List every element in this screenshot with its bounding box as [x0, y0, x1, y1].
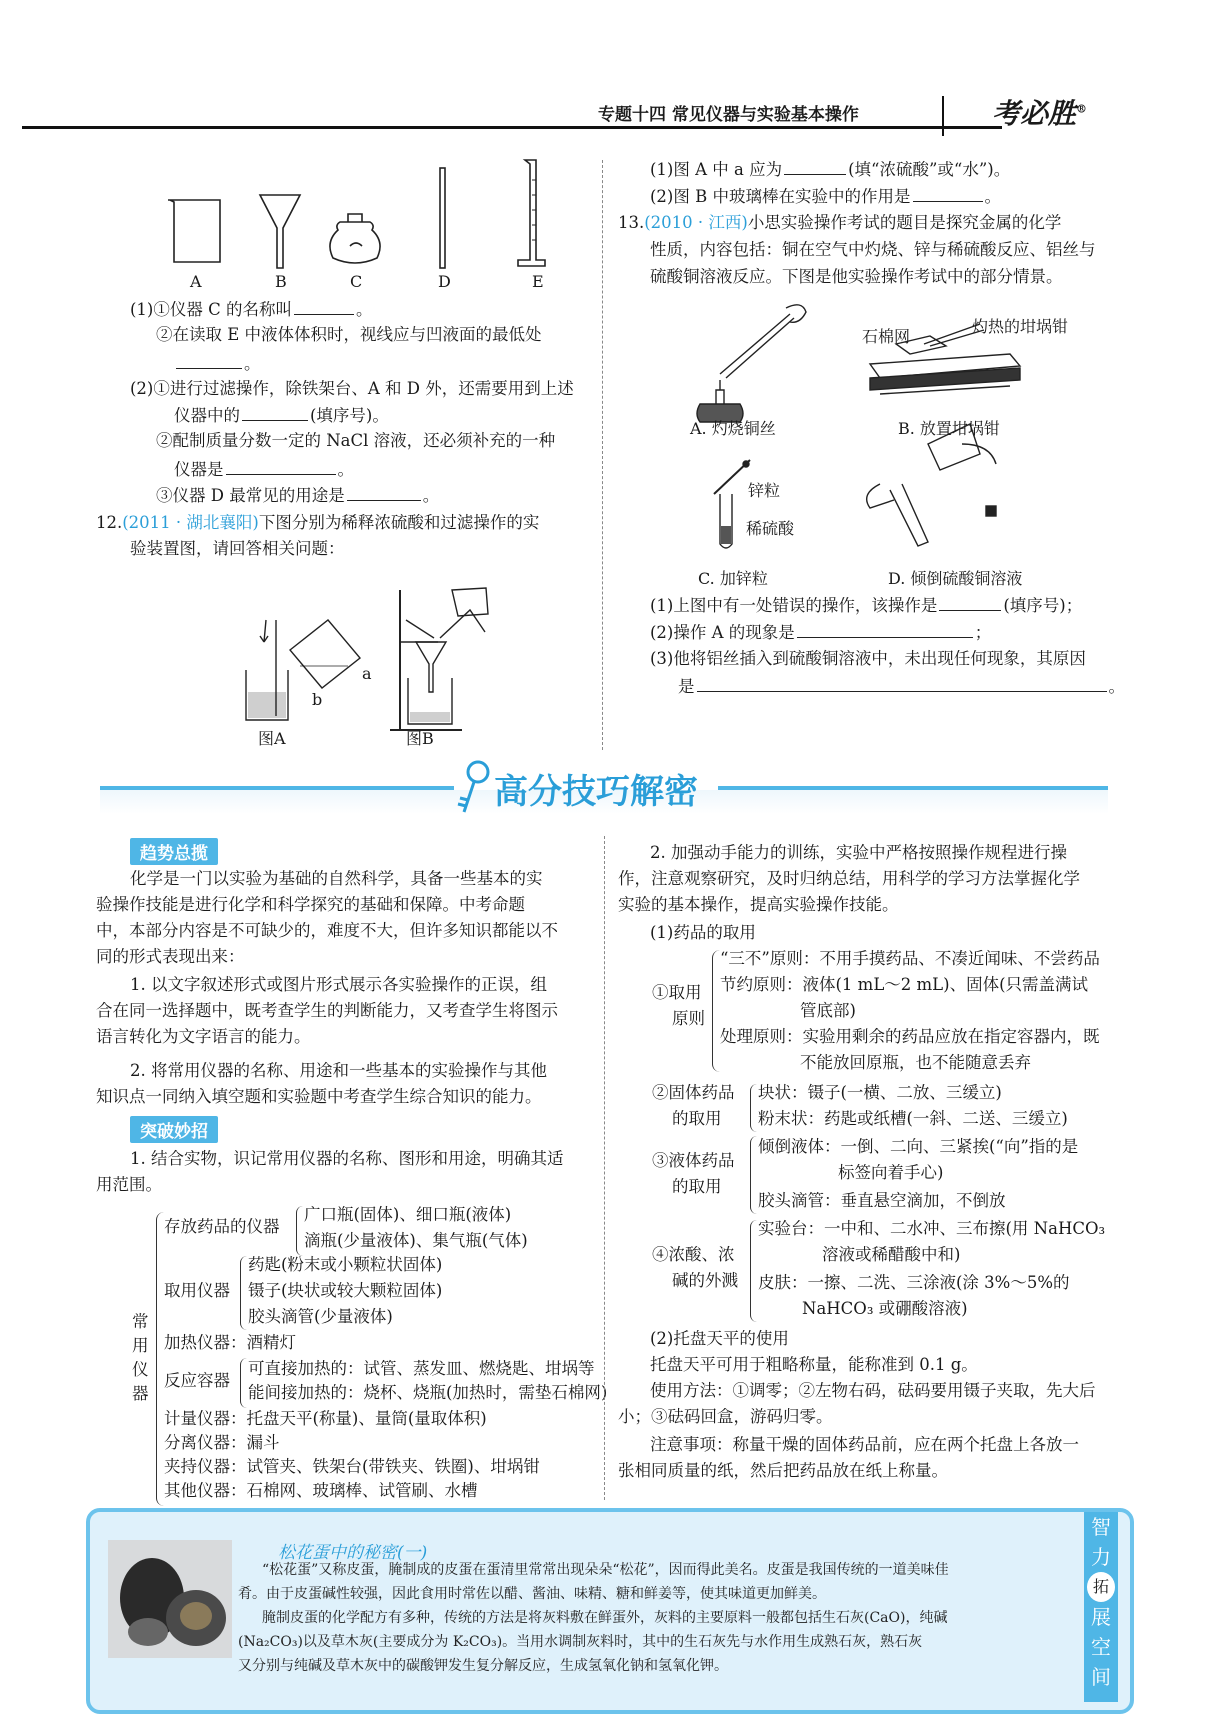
r2-a2a: 皮肤：一擦、二洗、三涂液(涂 3%～5%的 [758, 1273, 1070, 1292]
beaker-icon [168, 200, 220, 262]
column-divider [602, 160, 603, 750]
q11-part2b-2: 仪器是 。 [174, 456, 354, 483]
box-text-3: 腌制皮蛋的化学配方有多种，传统的方法是将灰料敷在鲜蛋外，灰料的主要原料一般都包括生石灰(CaO)，纯碱 [262, 1610, 948, 1626]
q13-sub3-1: (3)他将铝丝插入到硫酸铜溶液中，未出现任何现象，其原因 [650, 649, 1086, 668]
answer-blank[interactable] [797, 619, 973, 638]
r2-b1: 托盘天平可用于粗略称量，能称准到 0.1 g。 [650, 1355, 978, 1374]
r2-b5: 张相同质量的纸，然后把药品放在纸上称量。 [618, 1461, 948, 1480]
answer-blank[interactable] [939, 592, 1001, 611]
tree-measure: 计量仪器：托盘天平(称量)、量筒(量取体积) [164, 1409, 487, 1428]
r2-brace-solid [750, 1084, 757, 1132]
r2-principle-label1: ①取用 [652, 983, 702, 1002]
tree-store2: 滴瓶(少量液体)、集气瓶(气体) [304, 1231, 528, 1250]
side-char: 展 [1091, 1605, 1111, 1629]
q13-line1: 13.(2010 · 江西)小思实验操作考试的题目是探究金属的化学 [618, 213, 1062, 232]
caption-c: C. 加锌粒 [698, 569, 768, 588]
banner-title: 高分技巧解密 [494, 772, 698, 812]
caption-d: D. 倾倒硫酸铜溶液 [888, 569, 1023, 588]
r2-l1: 2. 加强动手能力的训练，实验中严格按照操作规程进行操 [650, 843, 1067, 862]
instrument-label-a: A [190, 272, 202, 291]
side-char: 空 [1091, 1635, 1111, 1659]
r2-p1: “三不”原则：不用手摸药品、不凑近闻味、不尝药品 [720, 949, 1100, 968]
r2-h1: (1)药品的取用 [650, 923, 756, 942]
glass-rod-icon [440, 168, 445, 268]
q12-sub2: (2)图 B 中玻璃棒在实验中的作用是 。 [650, 183, 1001, 210]
q13-sub2: (2)操作 A 的现象是 ； [650, 619, 991, 646]
caption-a: A. 灼烧铜丝 [690, 419, 776, 438]
tree-react1: 可直接加热的：试管、蒸发皿、燃烧匙、坩埚等 [248, 1359, 595, 1378]
q13-line2: 性质，内容包括：铜在空气中灼烧、锌与稀硫酸反应、铝丝与 [650, 240, 1096, 259]
instrument-label-d: D [438, 272, 451, 291]
side-label-column [1084, 1512, 1118, 1702]
page-topic: 专题十四 常见仪器与实验基本操作 [598, 105, 859, 125]
q13-sub1: (1)上图中有一处错误的操作，该操作是 (填序号)； [650, 592, 1082, 619]
q11-part2b-1: ②配制质量分数一定的 NaCl 溶液，还必须补充的一种 [156, 431, 556, 450]
lbl-dilute-acid: 稀硫酸 [746, 519, 795, 538]
header-divider [942, 96, 944, 136]
lbl-hot-crucible-tongs: 灼热的坩埚钳 [972, 317, 1069, 336]
funnel-icon [260, 195, 300, 268]
answer-blank[interactable] [294, 296, 354, 315]
r2-solid-label2: 的取用 [672, 1109, 722, 1128]
r2-lq2: 胶头滴管：垂直悬空滴加，不倒放 [758, 1191, 1006, 1210]
trend-l8: 2. 将常用仪器的名称、用途和一些基本的实验操作与其他 [130, 1061, 547, 1080]
side-char: 拓 [1087, 1572, 1115, 1602]
break-l1: 1. 结合实物，识记常用仪器的名称、图形和用途，明确其适 [130, 1149, 564, 1168]
r2-acid-label2: 碱的外溅 [672, 1271, 738, 1290]
r2-b3: 小；③砝码回盒，游码归零。 [618, 1407, 833, 1426]
caption-b: B. 放置坩埚钳 [898, 419, 1000, 438]
r2-principle-label2: 原则 [672, 1009, 705, 1028]
trend-l5: 1. 以文字叙述形式或图片形式展示各实验操作的正误，组 [130, 975, 547, 994]
tree-brace-react [240, 1358, 247, 1408]
side-char: 力 [1091, 1545, 1111, 1569]
tree-store: 存放药品的仪器 [164, 1217, 280, 1236]
tree-store1: 广口瓶(固体)、细口瓶(液体) [304, 1205, 512, 1224]
tree-brace-store [296, 1206, 303, 1256]
r2-a2b: NaHCO₃ 或硼酸溶液) [802, 1299, 968, 1318]
r2-lq1b: 标签向着手心) [838, 1163, 944, 1182]
q11-part2c: ③仪器 D 最常见的用途是 。 [156, 482, 439, 509]
tree-take: 取用仪器 [164, 1281, 230, 1300]
box-text-4: (Na₂CO₃)以及草木灰(主要成分为 K₂CO₃)。当用水调制灰料时，其中的生石灰先与水作用生成熟石灰，熟石灰 [238, 1634, 923, 1650]
r2-liquid-label1: ③液体药品 [652, 1151, 735, 1170]
q11-part1b-end: 。 [174, 350, 261, 377]
r2-l3: 实验的基本操作，提高实验操作技能。 [618, 895, 899, 914]
fig-a-label-b: b [312, 690, 323, 709]
r2-h2: (2)托盘天平的使用 [650, 1329, 789, 1348]
answer-blank[interactable] [347, 482, 421, 501]
q12-line1: 12.(2011 · 湖北襄阳)下图分别为稀释浓硫酸和过滤操作的实 [96, 513, 540, 532]
r2-p3b: 不能放回原瓶，也不能随意丢弃 [800, 1053, 1031, 1072]
q12-sub1: (1)图 A 中 a 应为 (填“浓硫酸”或“水”)。 [650, 156, 1010, 183]
r2-lq1a: 倾倒液体：一倒、二向、三紧挨(“向”指的是 [758, 1137, 1079, 1156]
fig-b-caption: 图B [406, 729, 434, 748]
trend-l1: 化学是一门以实验为基础的自然科学，具备一些基本的实 [130, 869, 543, 888]
brand-reg: ® [1076, 102, 1088, 116]
q12-figure [230, 580, 510, 720]
answer-blank[interactable] [226, 456, 336, 475]
box-text-1: “松花蛋”又称皮蛋，腌制成的皮蛋在蛋清里常常出现朵朵“松花”，因而得此美名。皮蛋是我国传统的一道美味佳 [262, 1562, 949, 1578]
tree-take3: 胶头滴管(少量液体) [248, 1307, 393, 1326]
r2-b4: 注意事项：称量干燥的固体药品前，应在两个托盘上各放一 [650, 1435, 1079, 1454]
r2-a1a: 实验台：一中和、二水冲、三布擦(用 NaHCO₃ [758, 1219, 1106, 1238]
q11-part1b: ②在读取 E 中液体体积时，视线应与凹液面的最低处 [156, 325, 542, 344]
r2-s1: 块状：镊子(一横、二放、三缓立) [758, 1083, 1002, 1102]
r2-a1b: 溶液或稀醋酸中和) [822, 1245, 961, 1264]
r2-l2: 作，注意观察研究，及时归纳总结，用科学的学习方法掌握化学 [618, 869, 1080, 888]
q12-source: (2011 · 湖北襄阳) [122, 513, 259, 532]
r2-brace-acid [750, 1220, 757, 1322]
trend-l2: 验操作技能是进行化学和科学探究的基础和保障。中考命题 [96, 895, 525, 914]
answer-blank[interactable] [176, 350, 242, 369]
graduated-cylinder-icon [518, 160, 545, 266]
tree-brace-take [240, 1256, 247, 1330]
lbl-asbestos-net: 石棉网 [862, 327, 911, 346]
answer-blank[interactable] [242, 402, 308, 421]
q13-line3: 硫酸铜溶液反应。下图是他实验操作考试中的部分情景。 [650, 267, 1063, 286]
tree-heat: 加热仪器：酒精灯 [164, 1333, 296, 1352]
answer-blank[interactable] [913, 183, 983, 202]
side-char: 智 [1091, 1515, 1111, 1539]
trend-l3: 中，本部分内容是不可缺少的，难度不大，但许多知识都能以不 [96, 921, 558, 940]
tree-take2: 镊子(块状或较大颗粒固体) [248, 1281, 443, 1300]
column-divider-lower [604, 836, 605, 1500]
instrument-label-e: E [532, 272, 544, 291]
r2-p3a: 处理原则：实验用剩余的药品应放在指定容器内，既 [720, 1027, 1100, 1046]
r2-s2: 粉末状：药匙或纸槽(一斜、二送、三缓立) [758, 1109, 1068, 1128]
box-text-2: 肴。由于皮蛋碱性较强，因此食用时常佐以醋、酱油、味精、糖和鲜姜等，使其味道更加鲜美。 [238, 1586, 826, 1602]
q12-line2: 验装置图，请回答相关问题： [130, 539, 345, 558]
breakthrough-tag: 突破妙招 [130, 1116, 218, 1143]
q13-source: (2010 · 江西) [644, 213, 748, 232]
tree-separate: 分离仪器：漏斗 [164, 1433, 280, 1452]
trend-tag: 趋势总揽 [130, 838, 218, 865]
brand-logo [992, 92, 1087, 132]
r2-b2: 使用方法：①调零；②左物右码，砝码要用镊子夹取，先大后 [650, 1381, 1096, 1400]
tree-react: 反应容器 [164, 1371, 230, 1390]
box-title: 松花蛋中的秘密(一) [278, 1543, 428, 1563]
brand-text: 考必胜 [992, 97, 1077, 130]
instrument-label-c: C [350, 272, 363, 291]
lbl-zinc: 锌粒 [748, 481, 781, 500]
trend-l6: 合在同一选择题中，既考查学生的判断能力，又考查学生将图示 [96, 1001, 558, 1020]
break-l2: 用范围。 [96, 1175, 162, 1194]
r2-solid-label1: ②固体药品 [652, 1083, 735, 1102]
fig-a-label-a: a [362, 664, 372, 683]
key-icon [456, 758, 496, 818]
tree-root: 常用仪器 [132, 1312, 149, 1403]
side-char: 间 [1091, 1665, 1111, 1689]
fig-a-caption: 图A [258, 729, 286, 748]
q11-part2a-1: (2)①进行过滤操作，除铁架台、A 和 D 外，还需要用到上述 [130, 379, 574, 398]
tree-hold: 夹持仪器：试管夹、铁架台(带铁夹、铁圈)、坩埚钳 [164, 1457, 540, 1476]
box-text-5: 又分别与纯碱及草木灰中的碳酸钾发生复分解反应，生成氢氧化钠和氢氧化钾。 [238, 1658, 728, 1674]
answer-blank[interactable] [697, 673, 1107, 692]
trend-l7: 语言转化为文字语言的能力。 [96, 1027, 311, 1046]
r2-liquid-label2: 的取用 [672, 1177, 722, 1196]
q11-part1a: (1)①仪器 C 的名称叫 。 [130, 296, 373, 323]
tree-react2: 能间接加热的：烧杯、烧瓶(加热时，需垫石棉网) [248, 1383, 608, 1402]
answer-blank[interactable] [784, 156, 846, 175]
r2-brace-liquid [750, 1136, 757, 1214]
trend-l9: 知识点一同纳入填空题和实验题中考查学生综合知识的能力。 [96, 1087, 542, 1106]
header-rule [22, 126, 1002, 129]
alcohol-lamp-icon [330, 214, 380, 263]
r2-acid-label1: ④浓酸、浓 [652, 1245, 735, 1264]
tree-take1: 药匙(粉末或小颗粒状固体) [248, 1255, 443, 1274]
tree-other: 其他仪器：石棉网、玻璃棒、试管刷、水槽 [164, 1481, 478, 1500]
r2-p2a: 节约原则：液体(1 mL～2 mL)、固体(只需盖满试 [720, 975, 1089, 994]
q13-sub3-2: 是 。 [678, 673, 1125, 700]
trend-l4: 同的形式表现出来： [96, 947, 245, 966]
instrument-label-b: B [275, 272, 287, 291]
preserved-egg-photo [108, 1540, 232, 1658]
r2-p2b: 管底部) [800, 1001, 856, 1020]
q11-part2a-2: 仪器中的 (填序号)。 [174, 402, 389, 429]
